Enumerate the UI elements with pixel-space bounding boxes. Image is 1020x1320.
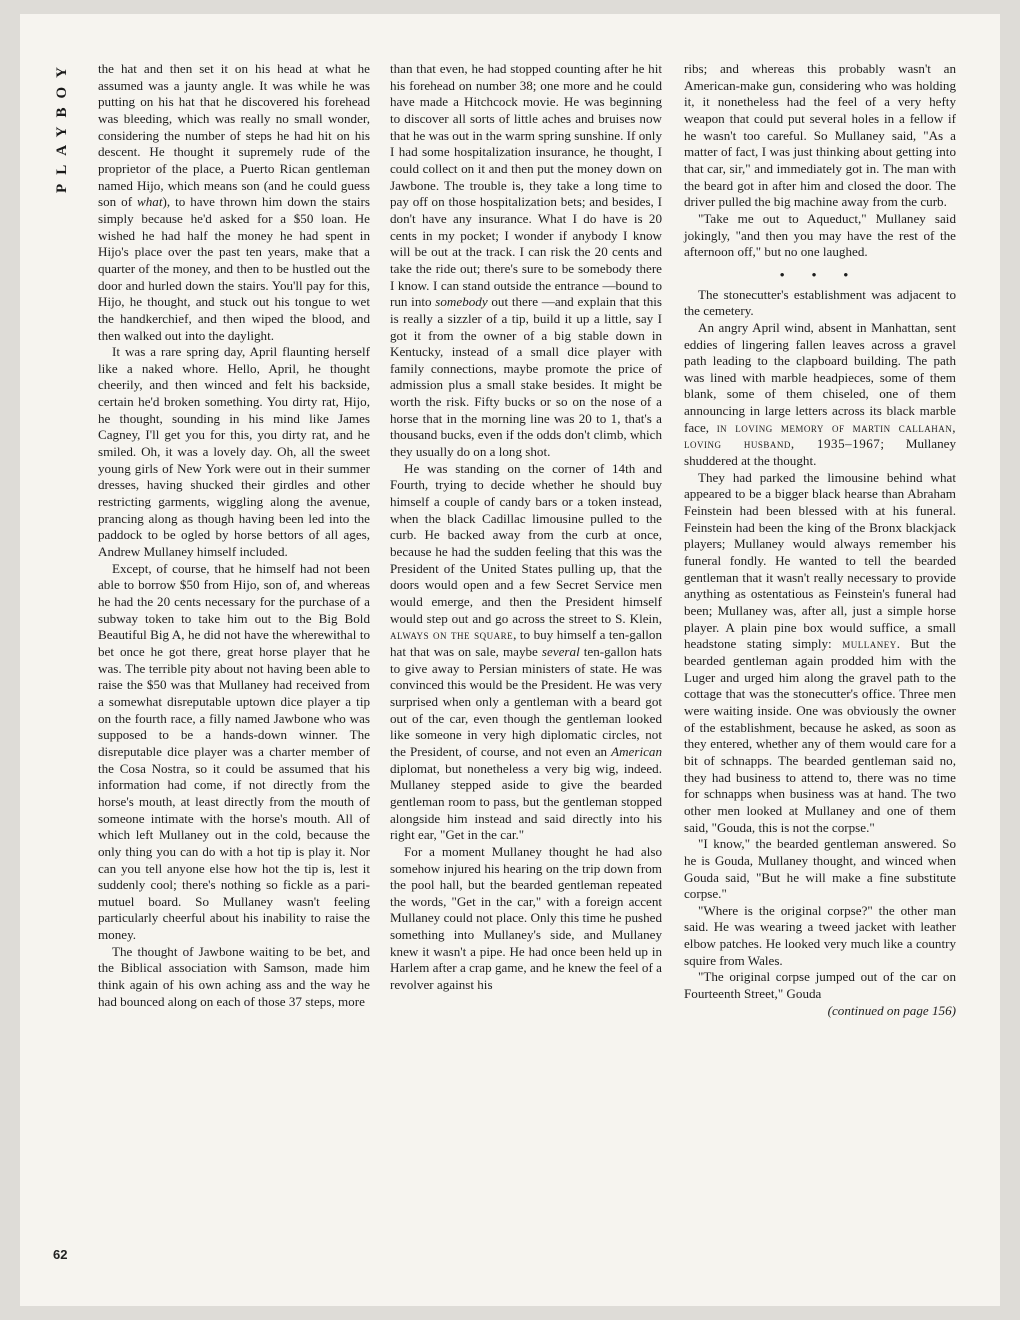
text-column-2 bbox=[390, 61, 662, 994]
paragraph: than that even, he had stopped counting after he hit his forehead on number 38; one more and he could have made a Hitchcock movie. He was beginning to discover all sorts of little aches and bruises now that he was out in the warm spring sunshine. If only I had some hospitalization insurance, he thought, I could collect on it and then put the money down on Jawbone. The trouble is, they take a long time to pay off on those hospitalization bets; and besides, I don't have any insurance. What I do have is 20 cents in my pocket; I wonder if anybody I know will be out at the track. I can risk the 20 cents and take the ride out; there's sure to be somebody there I know. I can stand outside the entrance —bound to run into somebody out there —and explain that this is really a sizzler of a tip, build it up a little, say I got it from the owner of a big stable down in Kentucky, instead of a small dice player with family connections, maybe promote the price of admission plus a small stake besides. It might be worth the risk. Fifty bucks or so on the nose of a horse that in the morning line was 20 to 1, that's a thousand bucks, even if the odds don't climb, which they usually do on a long shot. bbox=[390, 61, 662, 460]
paragraph: It was a rare spring day, April flaunting herself like a naked whore. Hello, April, he thought cheerily, and then winced and felt his backside, certain he'd broken something. You dirty rat, Hijo, he thought, sounding in his mind like James Cagney, I'll get you for this, you dirty rat, and he smiled. Oh, it was a lovely day. Oh, all the sweet young girls of New York were out in their summer dresses, having shucked their girdles and other restricting garments, wiggling along the avenue, prancing along as though having been led into the paddock to be ogled by horse bettors of all ages, Andrew Mullaney himself included. bbox=[98, 344, 370, 560]
paragraph: He was standing on the corner of 14th and Fourth, trying to decide whether he should buy himself a couple of candy bars or a token instead, when the black Cadillac limousine pulled to the curb. He backed away from the curb at once, because he had the sudden feeling that this was the President of the United States pulling up, that the doors would open and a few Secret Service men would emerge, and then the President himself would step out and go across the street to S. Klein, always on the square, to buy himself a ten-gallon hat that was on sale, maybe several ten-gallon hats to give away to Persian ministers of state. He was convinced this would be the President. He was very surprised when only a gentleman with a beard got out of the car, even though the gentleman looked like someone in very high diplomatic circles, not the President, of course, and not even an American diplomat, but nonetheless a very big wig, indeed. Mullaney stepped aside to give the bearded gentleman room to pass, but the gentleman stopped alongside him instead and said directly into his right ear, "Get in the car." bbox=[390, 460, 663, 843]
magazine-page bbox=[20, 14, 1000, 1306]
paragraph: "Take me out to Aqueduct," Mullaney said jokingly, "and then you may have the rest of the afternoon off," but no one laughed. bbox=[684, 210, 956, 260]
paragraph: The stonecutter's establishment was adjacent to the cemetery. bbox=[684, 286, 956, 319]
text-column-1 bbox=[98, 61, 370, 1010]
paragraph: "The original corpse jumped out of the car on Fourteenth Street," Gouda bbox=[684, 969, 956, 1002]
magazine-logo: PLAYBOY bbox=[54, 58, 70, 193]
page-number: 62 bbox=[53, 1247, 68, 1262]
paragraph: For a moment Mullaney thought he had also somehow injured his hearing on the trip down from the pool hall, but the bearded gentleman repeated the words, "Get in the car," with a foreign accent Mullaney could not place. Only this time he pushed something into Mullaney's side, and Mullaney knew it wasn't a pipe. He had once been held up in Harlem after a crap game, and he knew the feel of a revolver against his bbox=[390, 843, 662, 993]
paragraph: the hat and then set it on his head at what he assumed was a jaunty angle. It was while he was putting on his hat that he discovered his forehead was bleeding, which was really no small wonder, considering the number of steps he had hit on his descent. He thought it supremely rude of the proprietor of the place, a Puerto Rican gentleman named Hijo, which means son (and he could guess son of what), to have thrown him down the stairs simply because he'd asked for a $50 loan. He wished he had half the money he had spent in Hijo's place over the past ten years, make that a quarter of the money, and then to be hustled out the door and hurled down the stairs. You'll pay for this, Hijo, he thought, and stuck out his tongue to wet the handkerchief, and then wiped the blood, and then walked out into the daylight. bbox=[98, 61, 370, 343]
section-separator: • • • bbox=[779, 266, 861, 282]
paragraph: "Where is the original corpse?" the other man said. He was wearing a tweed jacket with leather elbow patches. He looked very much like a country squire from Wales. bbox=[684, 902, 956, 968]
paragraph: They had parked the limousine behind what appeared to be a bigger black hearse than Abraham Feinstein had been blessed with at his funeral. Feinstein had been the king of the Bronx blackjack players; Mullaney would always remember his funeral fondly. He wanted to tell the bearded gentleman that it wasn't really necessary to provide anything as ostentatious as Feinstein's funeral had been; Mullaney was, after all, just a simple horse player. A plain pine box would suffice, a small headstone stating simply: mullaney. But the bearded gentleman again prodded him with the Luger and urged him along the gravel path to the cottage that was the stonecutter's office. Three men were waiting inside. One was obviously the owner of the establishment, because he asked, as soon as they entered, whether any of them would care for a bit of schnapps. The bearded gentleman said no, they had business to attend to, there was no time for schnapps when business was at hand. The two other men looked at Mullaney and one of them said, "Gouda, this is not the corpse." bbox=[684, 469, 956, 835]
continued-note: (continued on page 156) bbox=[827, 1002, 956, 1018]
paragraph: ribs; and whereas this probably wasn't an American-make gun, considering who was holding it, it nonetheless had the feel of a very hefty weapon that could put several holes in a fellow if he wasn't too careful. So Mullaney said, "As a matter of fact, I was just thinking about getting into that car, sir," and immediately got in. The man with the beard got in after him and closed the door. The driver pulled the big machine away from the curb. bbox=[684, 61, 956, 210]
paragraph: Except, of course, that he himself had not been able to borrow $50 from Hijo, son of, and whereas he had the 20 cents necessary for the purchase of a subway token to take him out to the Big Bold Beautiful Big A, he did not have the wherewithal to bet once he got there, great horse player that he was. The terrible pity about not having been able to raise the $50 was that Mullaney had received from a somewhat disreputable uptown dice player a tip on the fourth race, a filly named Jawbone who was supposed to be a hands-down winner. The disreputable dice player was a charter member of the Cosa Nostra, so it could be assumed that his information had come, if not directly from the horse's mouth, at least directly from the mouth of someone intimate with the horse's mouth. All of which left Mullaney out in the cold, because the only thing you can do with a hot tip is play it. Nor can you tell anyone else how hot the tip is, lest it suddenly cool; there's nothing so fickle as a pari-mutuel board. So Mullaney wasn't feeling particularly cheerful about his inability to raise the money. bbox=[98, 560, 370, 943]
text-column-3 bbox=[684, 61, 956, 1019]
paragraph: The thought of Jawbone waiting to be bet, and the Biblical association with Samson, made him think again of his own aching ass and the way he had bounced along on each of those 37 steps, more bbox=[98, 943, 370, 1009]
paragraph: "I know," the bearded gentleman answered. So he is Gouda, Mullaney thought, and winced when Gouda said, "But he will make a fine substitute corpse." bbox=[684, 836, 956, 902]
paragraph: An angry April wind, absent in Manhattan, sent eddies of lingering fallen leaves across a gravel path leading to the clapboard building. The path was lined with marble headpieces, some of them blank, some of them chiseled, one of them announcing in large letters across its black marble face, in loving memory of martin callahan, loving husband, 1935–1967; Mullaney shuddered at the thought. bbox=[684, 319, 957, 469]
